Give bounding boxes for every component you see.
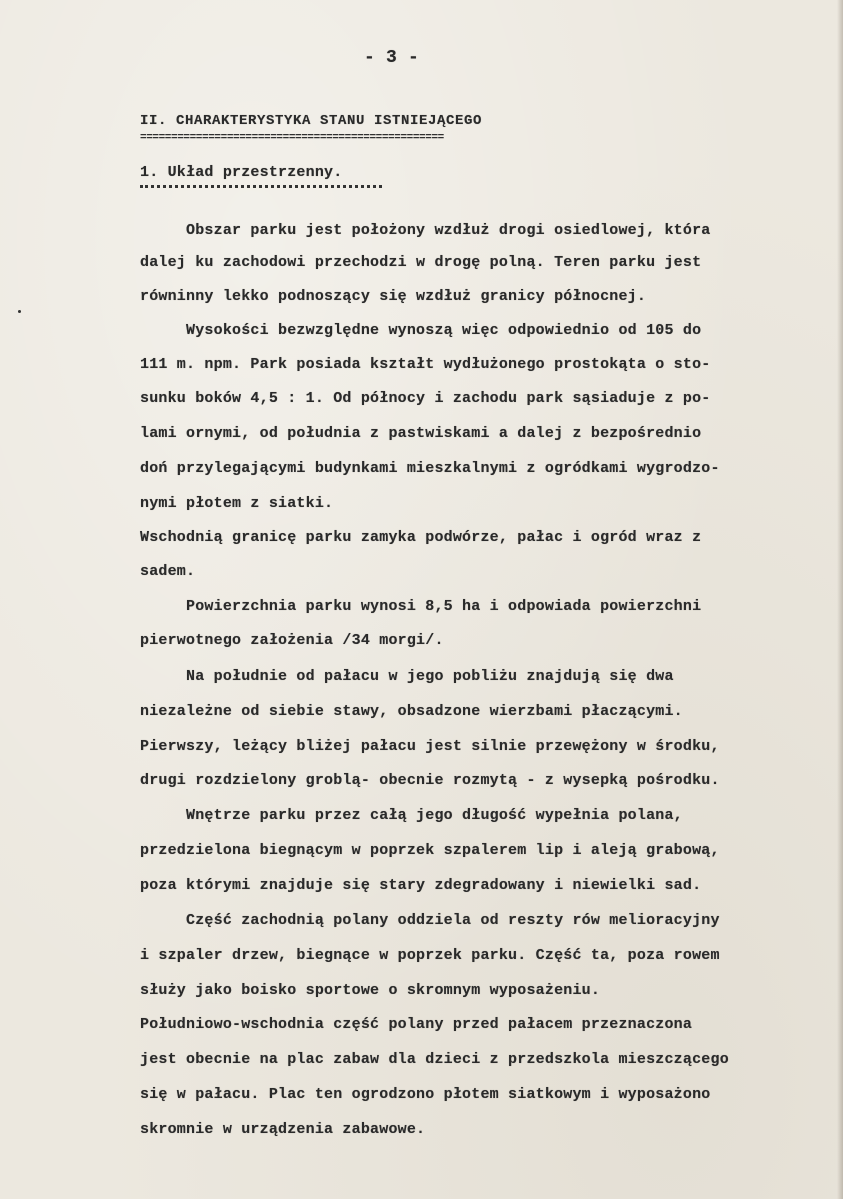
text-line: niezależne od siebie stawy, obsadzone wierzbami płaczącymi. <box>140 703 683 720</box>
text-line: Powierzchnia parku wynosi 8,5 ha i odpowiada powierzchni <box>140 598 702 615</box>
subheading-underline <box>140 185 382 188</box>
text-line: równinny lekko podnoszący się wzdłuż granicy północnej. <box>140 288 647 305</box>
text-line: jest obecnie na plac zabaw dla dzieci z przedszkola mieszczącego <box>140 1051 729 1068</box>
text-line: dalej ku zachodowi przechodzi w drogę polną. Teren parku jest <box>140 254 702 271</box>
text-line: Na południe od pałacu w jego pobliżu znajdują się dwa <box>140 668 674 685</box>
text-line: 111 m. npm. Park posiada kształt wydłużonego prostokąta o sto- <box>140 356 711 373</box>
page-edge-shadow <box>837 0 843 1199</box>
text-line: skromnie w urządzenia zabawowe. <box>140 1121 426 1138</box>
text-line: służy jako boisko sportowe o skromnym wyposażeniu. <box>140 982 601 999</box>
text-line: pierwotnego założenia /34 morgi/. <box>140 632 444 649</box>
text-line: sadem. <box>140 563 196 580</box>
text-line: i szpaler drzew, biegnące w poprzek parku. Część ta, poza rowem <box>140 947 720 964</box>
text-line: się w pałacu. Plac ten ogrodzono płotem siatkowym i wyposażono <box>140 1086 711 1103</box>
ink-speck <box>18 310 21 313</box>
text-line: Część zachodnią polany oddziela od reszty rów melioracyjny <box>140 912 720 929</box>
text-line: lami ornymi, od południa z pastwiskami a dalej z bezpośrednio <box>140 425 702 442</box>
text-line: drugi rozdzielony groblą- obecnie rozmytą - z wysepką pośrodku. <box>140 772 720 789</box>
text-line: Wysokości bezwzględne wynoszą więc odpowiednio od 105 do <box>140 322 702 339</box>
heading-double-underline: ================================================= <box>140 132 444 144</box>
text-line: Obszar parku jest położony wzdłuż drogi osiedlowej, która <box>140 222 711 239</box>
text-line: sunku boków 4,5 : 1. Od północy i zachodu park sąsiaduje z po- <box>140 390 711 407</box>
text-line: poza którymi znajduje się stary zdegradowany i niewielki sad. <box>140 877 702 894</box>
text-line: Wnętrze parku przez całą jego długość wypełnia polana, <box>140 807 683 824</box>
text-line: przedzielona biegnącym w poprzek szpalerem lip i aleją grabową, <box>140 842 720 859</box>
text-line: Wschodnią granicę parku zamyka podwórze, pałac i ogród wraz z <box>140 529 702 546</box>
page-number: - 3 - <box>364 48 420 68</box>
section-heading: II. CHARAKTERYSTYKA STANU ISTNIEJĄCEGO <box>140 113 483 129</box>
text-line: Południowo-wschodnia część polany przed pałacem przeznaczona <box>140 1016 693 1033</box>
text-line: Pierwszy, leżący bliżej pałacu jest silnie przewężony w środku, <box>140 738 720 755</box>
text-line: doń przylegającymi budynkami mieszkalnymi z ogródkami wygrodzo- <box>140 460 720 477</box>
subsection-heading: 1. Układ przestrzenny. <box>140 164 343 181</box>
text-line: nymi płotem z siatki. <box>140 495 334 512</box>
